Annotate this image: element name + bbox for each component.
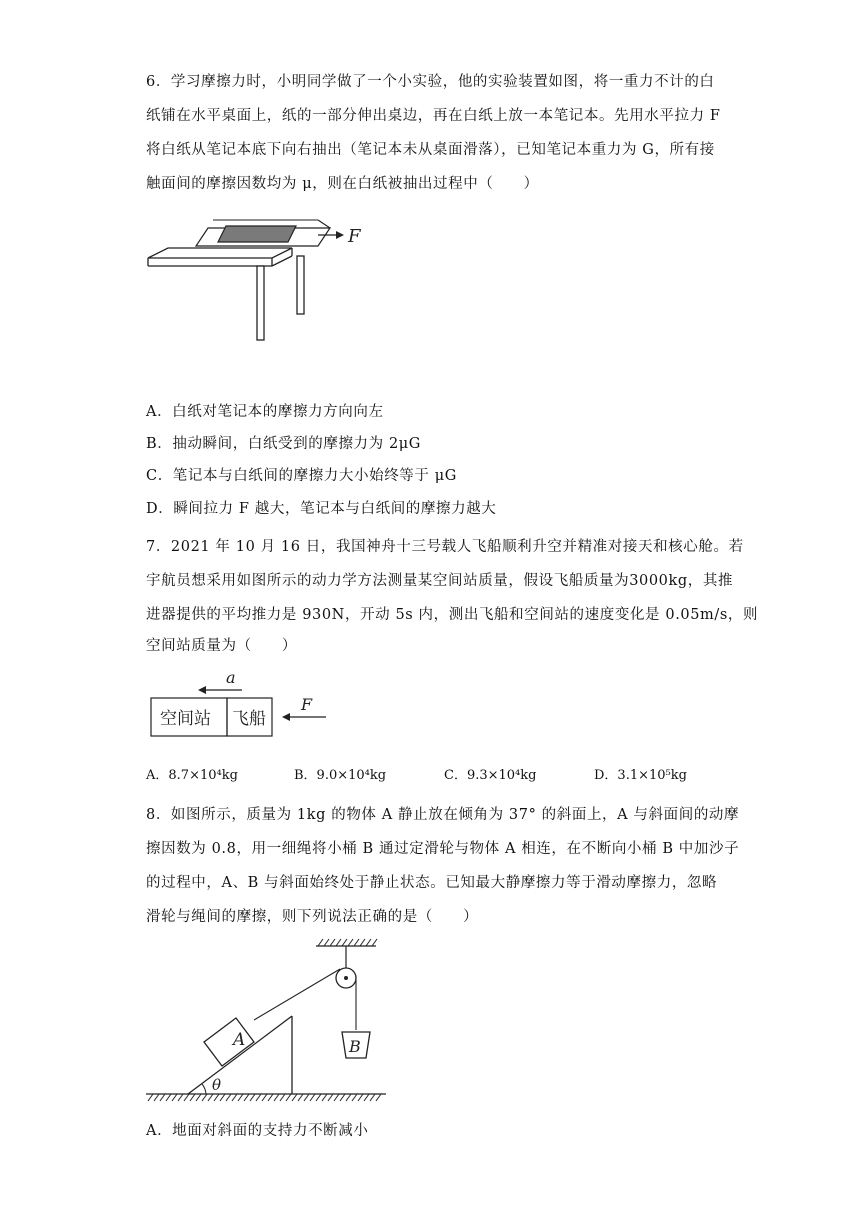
q6-line-3: 将白纸从笔记本底下向右抽出（笔记本未从桌面滑落），已知笔记本重力为 G，所有接 bbox=[146, 142, 715, 158]
q7-option-d: D．3.1×10⁵kg bbox=[594, 768, 687, 783]
q6-option-a: A．白纸对笔记本的摩擦力方向向左 bbox=[146, 404, 384, 420]
q8-line-2: 擦因数为 0.8，用一细绳将小桶 B 通过定滑轮与物体 A 相连，在不断向小桶 B 中加沙子 bbox=[146, 841, 740, 857]
q8-figure-incline-pulley bbox=[140, 934, 400, 1114]
q7-option-a: A．8.7×10⁴kg bbox=[146, 768, 238, 783]
q7-station-label: 空间站 bbox=[160, 709, 211, 729]
q6-line-2: 纸铺在水平桌面上，纸的一部分伸出桌边，再在白纸上放一本笔记本。先用水平拉力 F bbox=[146, 108, 721, 124]
q6-line-4: 触面间的摩擦因数均为 μ，则在白纸被抽出过程中（ ） bbox=[146, 176, 539, 192]
q6-option-c: C．笔记本与白纸间的摩擦力大小始终等于 μG bbox=[146, 468, 457, 484]
q8-option-a: A．地面对斜面的支持力不断减小 bbox=[146, 1123, 369, 1139]
q6-figure-table-paper-notebook bbox=[140, 210, 380, 350]
q7-line-4: 空间站质量为（ ） bbox=[146, 638, 297, 654]
q8-bucket-b-label: B bbox=[349, 1037, 361, 1056]
q7-line-2: 宇航员想采用如图所示的动力学方法测量某空间站质量，假设飞船质量为3000kg，其推 bbox=[146, 573, 734, 589]
q8-block-a-label: A bbox=[233, 1030, 246, 1050]
q6-force-label: F bbox=[348, 226, 361, 247]
q8-theta-label: θ bbox=[212, 1076, 222, 1094]
q7-accel-label: a bbox=[226, 668, 236, 687]
q7-line-3: 进器提供的平均推力是 930N，开动 5s 内，测出飞船和空间站的速度变化是 0.05m/s，则 bbox=[146, 607, 759, 623]
q6-option-d: D．瞬间拉力 F 越大，笔记本与白纸间的摩擦力越大 bbox=[146, 501, 497, 517]
q7-option-b: B．9.0×10⁴kg bbox=[294, 768, 387, 783]
q8-line-4: 滑轮与绳间的摩擦，则下列说法正确的是（ ） bbox=[146, 909, 479, 925]
q8-line-1: 8．如图所示，质量为 1kg 的物体 A 静止放在倾角为 37° 的斜面上，A 与斜面间的动摩 bbox=[146, 807, 740, 823]
q7-force-label: F bbox=[301, 695, 313, 714]
q7-option-c: C．9.3×10⁴kg bbox=[444, 768, 537, 783]
q7-figure-station-ship bbox=[146, 668, 346, 744]
q6-line-1: 6．学习摩擦力时，小明同学做了一个小实验，他的实验装置如图，将一重力不计的白 bbox=[146, 74, 715, 90]
q8-line-3: 的过程中，A、B 与斜面始终处于静止状态。已知最大静摩擦力等于滑动摩擦力，忽略 bbox=[146, 875, 718, 891]
q7-ship-label: 飞船 bbox=[232, 709, 266, 729]
q7-line-1: 7．2021 年 10 月 16 日，我国神舟十三号载人飞船顺利升空并精准对接天和核心舱。若 bbox=[146, 539, 744, 555]
q6-option-b: B．抽动瞬间，白纸受到的摩擦力为 2μG bbox=[146, 436, 421, 452]
